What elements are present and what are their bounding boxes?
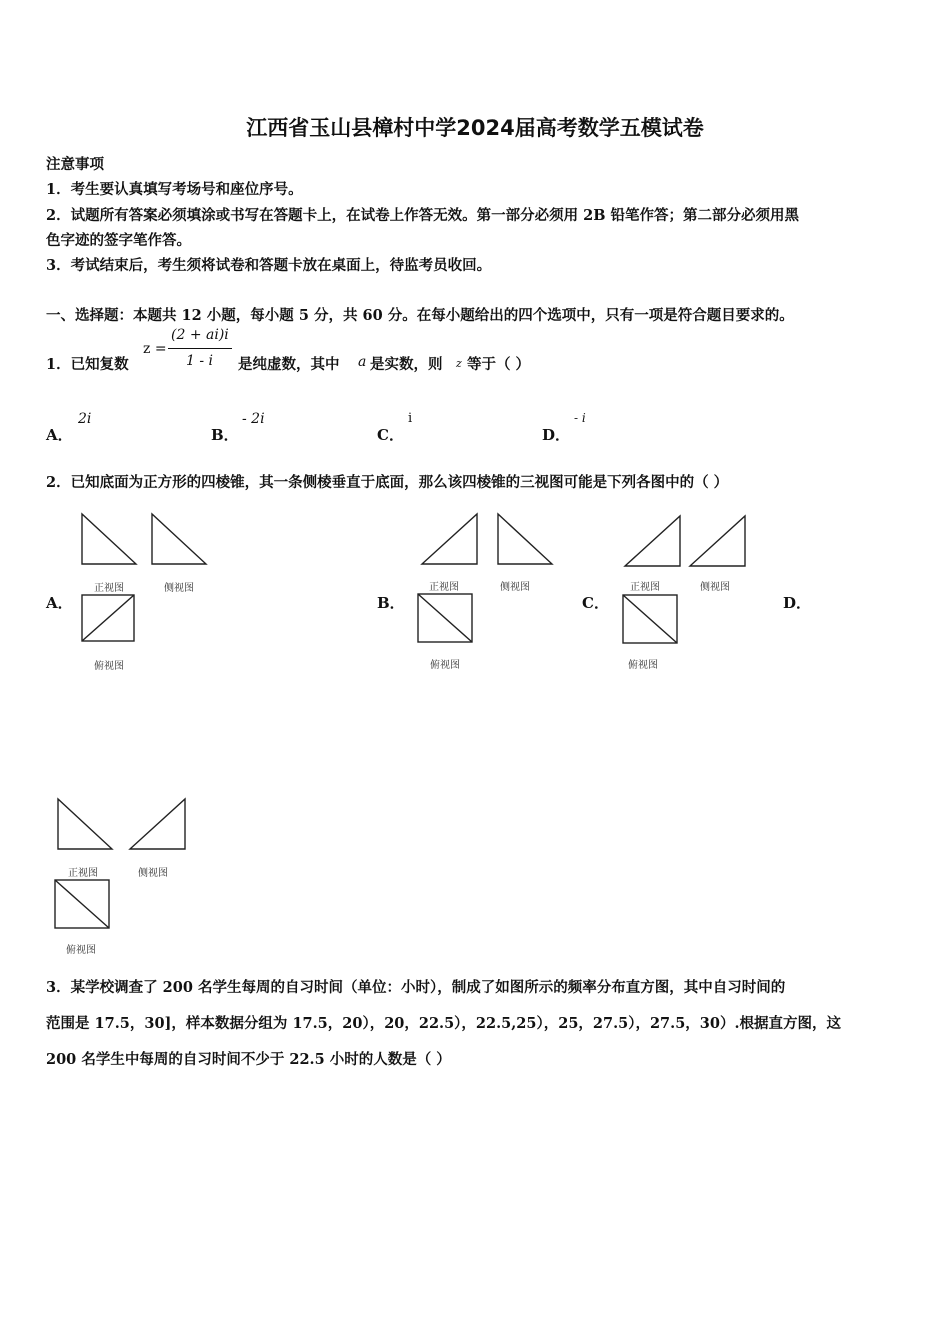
q2-c-side-caption: 侧视图: [700, 582, 730, 593]
notice-item-1: 1．考生要认真填写考场号和座位序号。: [46, 181, 303, 198]
q1-option-c-value: i: [408, 411, 413, 426]
q1-var-a: a: [358, 354, 367, 370]
q1-suffix: 是实数，则: [370, 356, 443, 373]
q2-text: 2．已知底面为正方形的四棱锥，其一条侧棱垂直于底面，那么该四棱锥的三视图可能是下列各图中的（ ）: [46, 474, 729, 491]
q1-prefix: 1．已知复数: [46, 356, 129, 373]
q2-c-top-caption: 俯视图: [628, 660, 658, 671]
q2-option-a-letter: A．: [46, 594, 73, 612]
q2-b-side-view: [496, 512, 556, 568]
q1-option-b-value: - 2i: [242, 411, 265, 427]
q2-d-side-caption: 侧视图: [138, 868, 168, 879]
q1-var-z: z: [456, 357, 462, 370]
notice-item-2-cont: 色字迹的签字笔作答。: [46, 232, 191, 249]
q2-d-top-view: [53, 878, 113, 932]
q2-b-front-caption: 正视图: [429, 582, 459, 593]
q2-a-top-view: [80, 593, 138, 645]
q1-z-eq: z =: [143, 341, 167, 357]
q2-d-top-caption: 俯视图: [66, 945, 96, 956]
q2-c-front-view: [623, 514, 685, 570]
q1-option-d-value: - i: [574, 411, 586, 425]
q2-a-top-caption: 俯视图: [94, 661, 124, 672]
q2-b-side-caption: 侧视图: [500, 582, 530, 593]
q2-option-b-letter: B．: [377, 594, 405, 612]
q2-a-side-caption: 侧视图: [164, 583, 194, 594]
notice-item-2: 2．试题所有答案必须填涂或书写在答题卡上，在试卷上作答无效。第一部分必须用 2B 铅笔作答；第二部分必须用黑: [46, 207, 800, 224]
q1-option-d-letter: D．: [542, 426, 571, 444]
q1-denominator: 1 - i: [186, 353, 214, 369]
q2-c-top-view: [621, 593, 681, 647]
q1-fraction-bar: [168, 348, 232, 349]
notice-heading: 注意事项: [46, 156, 104, 173]
q2-b-top-caption: 俯视图: [430, 660, 460, 671]
q1-option-a-letter: A．: [46, 426, 73, 444]
q3-line-3: 200 名学生中每周的自习时间不少于 22.5 小时的人数是（ ）: [46, 1051, 451, 1068]
notice-item-3: 3．考试结束后，考生须将试卷和答题卡放在桌面上，待监考员收回。: [46, 257, 492, 274]
q1-middle: 是纯虚数，其中: [238, 356, 340, 373]
page-title: 江西省玉山县樟村中学2024届高考数学五模试卷: [246, 116, 704, 140]
q2-a-side-view: [150, 512, 210, 568]
q2-c-side-view: [688, 514, 750, 570]
q2-a-front-view: [80, 512, 140, 568]
q2-option-c-letter: C．: [582, 594, 609, 612]
q2-d-front-caption: 正视图: [68, 868, 98, 879]
q1-tail: 等于（ ）: [467, 356, 531, 373]
section-heading: 一、选择题：本题共 12 小题，每小题 5 分，共 60 分。在每小题给出的四个选项中，只有一项是符合题目要求的。: [46, 307, 794, 324]
q1-option-c-letter: C．: [377, 426, 404, 444]
q2-d-front-view: [56, 797, 116, 853]
q1-option-a-value: 2i: [78, 411, 92, 427]
q2-c-front-caption: 正视图: [630, 582, 660, 593]
q1-numerator: (2 + ai)i: [171, 327, 229, 343]
q2-a-front-caption: 正视图: [94, 583, 124, 594]
q1-option-b-letter: B．: [211, 426, 239, 444]
q2-option-d-letter: D．: [783, 594, 812, 612]
q3-line-1: 3．某学校调查了 200 名学生每周的自习时间（单位：小时），制成了如图所示的频率分布直方图，其中自习时间的: [46, 979, 786, 996]
q3-line-2: 范围是 17.5，30]，样本数据分组为 17.5，20），20，22.5），22.5,25），25，27.5），27.5，30）.根据直方图，这: [46, 1015, 842, 1032]
q2-b-top-view: [416, 592, 476, 646]
q2-b-front-view: [420, 512, 482, 568]
q2-d-side-view: [128, 797, 190, 853]
